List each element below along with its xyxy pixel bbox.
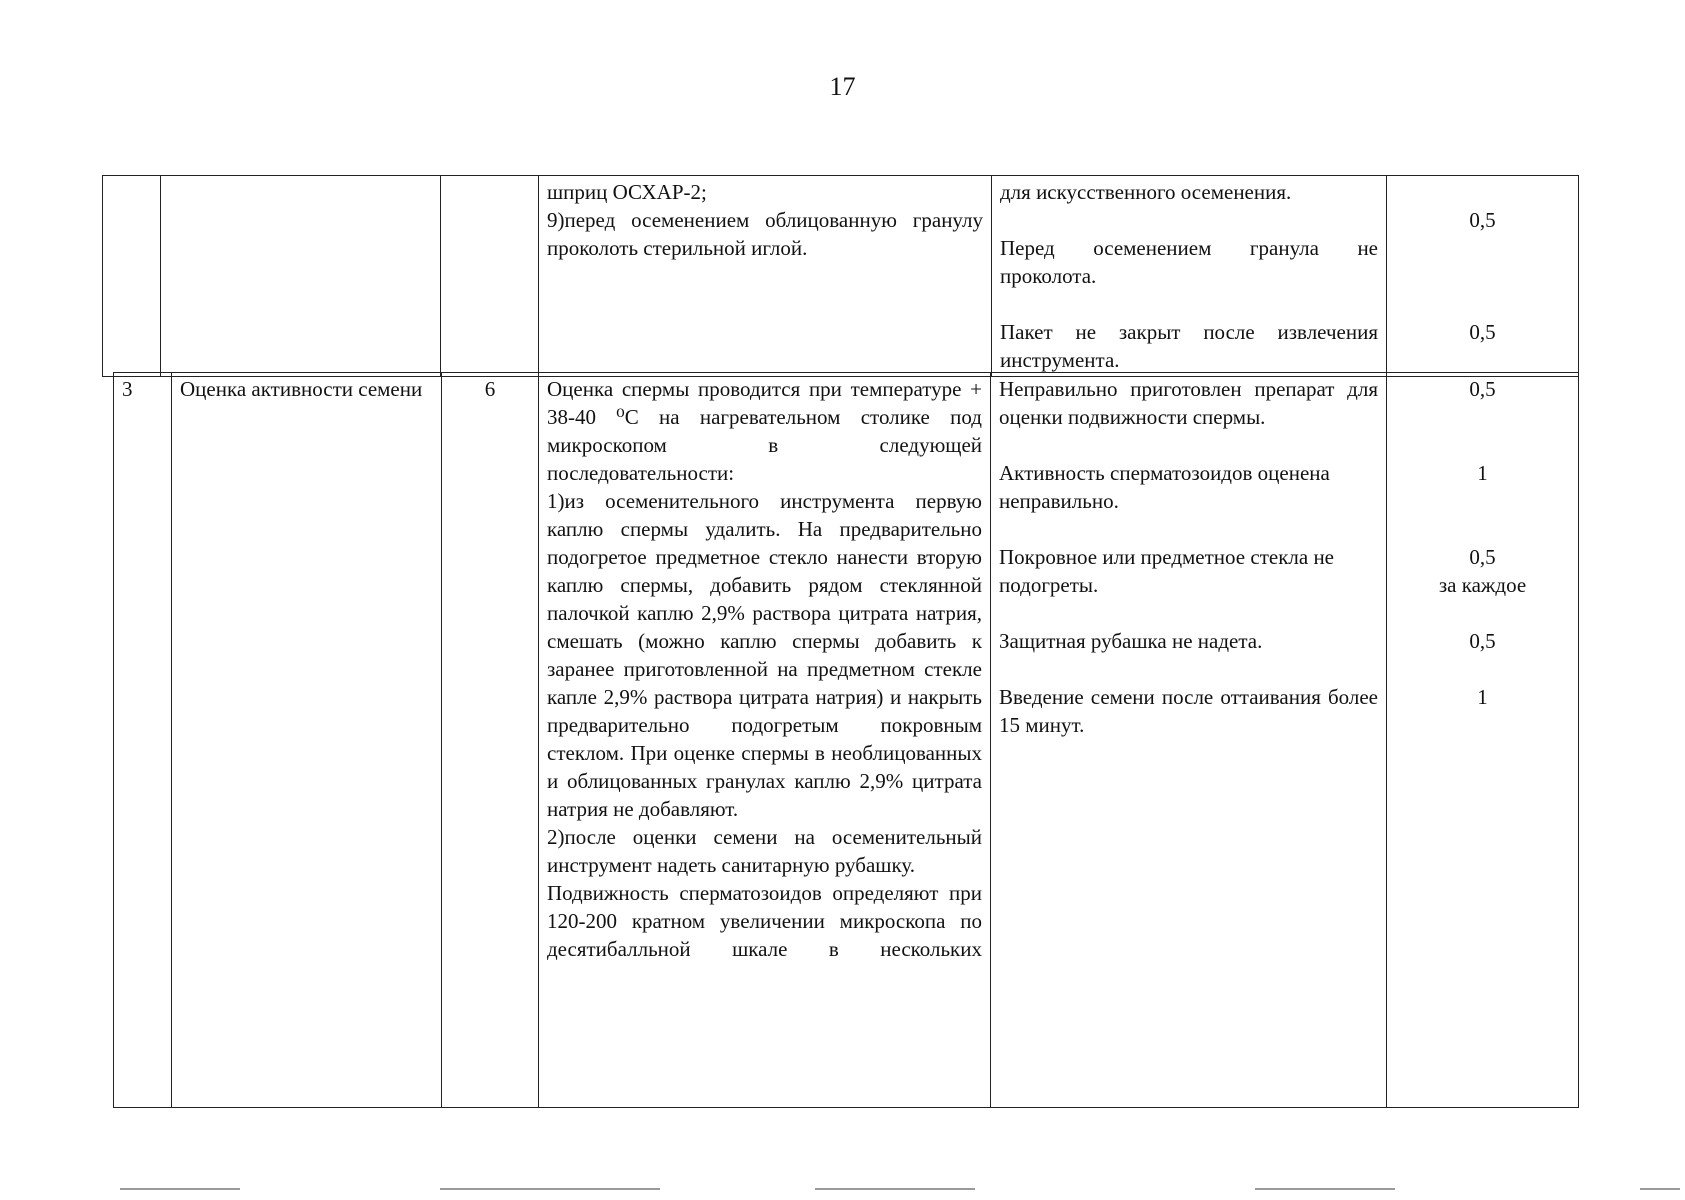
cell-name: [161, 176, 441, 377]
score-value: 0,5: [1469, 377, 1496, 401]
error-item: Покровное или предметное стекла не подогреты.: [999, 545, 1335, 597]
page-number: 17: [829, 72, 856, 101]
error-item: Пакет не закрыт после извлечения инструмента.: [1000, 320, 1378, 372]
cell-max: 6: [442, 373, 539, 1108]
cell-errors: [992, 176, 1387, 377]
procedure-line: шприц ОСХАР-2;: [547, 180, 707, 204]
error-item: Защитная рубашка не надета.: [999, 629, 1263, 653]
criteria-table: [113, 372, 1579, 1108]
cell-scores: [1387, 373, 1579, 1108]
procedure-line: 9)перед осеменением облицованную гранулу проколоть стерильной иглой.: [547, 208, 983, 260]
error-item: Активность сперматозоидов оценена неправильно.: [999, 461, 1330, 513]
cell-procedure: [539, 373, 991, 1108]
score-value: 0,5: [1469, 545, 1496, 569]
score-value: 1: [1477, 685, 1488, 709]
error-item: Перед осеменением гранула не проколота.: [1000, 236, 1378, 288]
procedure-paragraph: Подвижность сперматозоидов определяют при 120-200 кратном увеличении микроскопа по десятибалльной шкале в нескольких: [547, 881, 982, 961]
continued-table: [102, 175, 1579, 377]
error-item: Введение семени после оттаивания более 15 минут.: [999, 685, 1378, 737]
cell-num: 3: [114, 373, 172, 1108]
cell-num: [103, 176, 161, 377]
score-value: 1: [1477, 461, 1488, 485]
score-note: за каждое: [1438, 573, 1527, 597]
procedure-paragraph: 1)из осеменительного инструмента первую каплю спермы удалить. На предварительно подогретое предметное стекло нанести вторую каплю спермы, добавить рядом стеклянной палочкой каплю 2,9% раствора цитрата натрия, смешать (можно каплю спермы добавить к заранее приготовленной на предметном стекле капле 2,9% раствора цитрата натрия) и накрыть предварительно подогретым покровным стеклом. При оценке спермы в необлицованных и облицованных гранулах каплю 2,9% цитрата натрия не добавляют.: [547, 489, 982, 821]
procedure-paragraph: 2)после оценки семени на осеменительный инструмент надеть санитарную рубашку.: [547, 825, 982, 877]
cell-max: [441, 176, 539, 377]
score-value: 0,5: [1469, 320, 1496, 344]
error-item: Неправильно приготовлен препарат для оценки подвижности спермы.: [999, 377, 1378, 429]
error-item: для искусственного осеменения.: [1000, 180, 1292, 204]
table-row-continued: [103, 176, 1579, 377]
table-row: [114, 373, 1579, 1108]
procedure-paragraph: Оценка спермы проводится при температуре + 38-40 ⁰С на нагревательном столике под микроскопом в следующей последовательности:: [547, 377, 982, 485]
cell-procedure: [539, 176, 992, 377]
cell-errors: [991, 373, 1387, 1108]
score-value: 0,5: [1469, 629, 1496, 653]
score-value: 0,5: [1469, 208, 1496, 232]
cell-scores: [1387, 176, 1579, 377]
scan-artifact: [0, 1188, 1685, 1192]
cell-name: Оценка активности семени: [172, 373, 442, 1108]
